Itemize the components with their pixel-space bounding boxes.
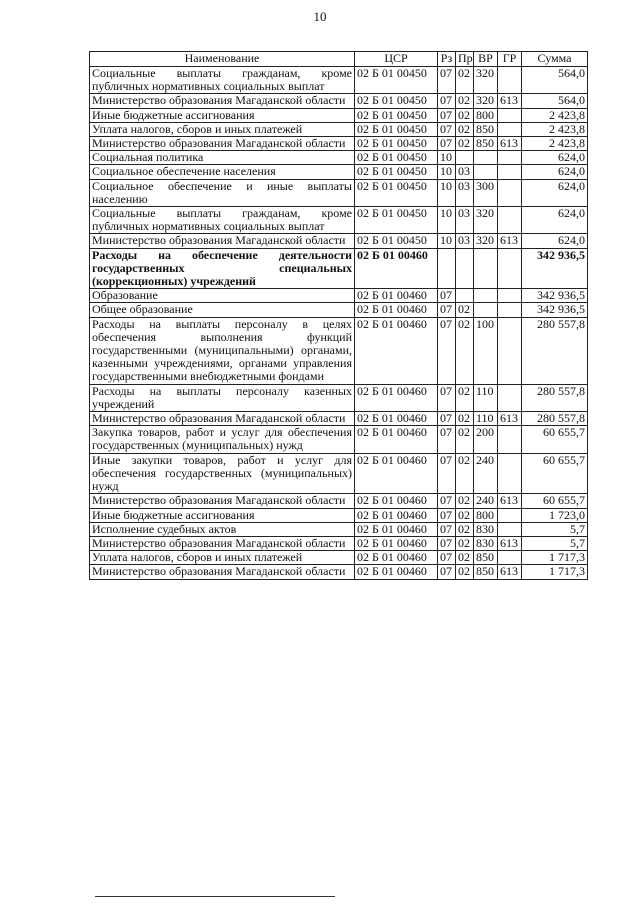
cell-rz: 07 (438, 412, 456, 426)
cell-vr: 800 (474, 508, 498, 522)
cell-gr (498, 289, 522, 303)
cell-vr (474, 165, 498, 179)
cell-csr: 02 Б 01 00460 (355, 289, 438, 303)
cell-pr: 02 (456, 108, 474, 122)
cell-vr: 100 (474, 317, 498, 384)
cell-sum: 1 723,0 (522, 508, 588, 522)
cell-sum: 564,0 (522, 94, 588, 108)
cell-sum: 280 557,8 (522, 384, 588, 411)
table-row (90, 122, 588, 136)
cell-name: Министерство образования Магаданской области (90, 536, 355, 550)
cell-gr: 613 (498, 137, 522, 151)
cell-csr: 02 Б 01 00450 (355, 122, 438, 136)
cell-pr: 02 (456, 412, 474, 426)
cell-rz: 07 (438, 565, 456, 579)
cell-rz: 07 (438, 137, 456, 151)
table-row (90, 151, 588, 165)
cell-name: Закупка товаров, работ и услуг для обеспечения государственных (муниципальных) нужд (90, 426, 355, 453)
cell-sum: 1 717,3 (522, 565, 588, 579)
cell-sum: 280 557,8 (522, 412, 588, 426)
cell-pr: 02 (456, 494, 474, 508)
cell-pr: 03 (456, 165, 474, 179)
cell-vr: 830 (474, 536, 498, 550)
cell-rz: 10 (438, 207, 456, 234)
table-row (90, 536, 588, 550)
cell-name: Общее образование (90, 303, 355, 317)
cell-vr: 800 (474, 108, 498, 122)
cell-sum: 564,0 (522, 67, 588, 94)
cell-vr: 300 (474, 179, 498, 206)
cell-gr (498, 453, 522, 494)
cell-name: Министерство образования Магаданской области (90, 137, 355, 151)
cell-csr: 02 Б 01 00450 (355, 108, 438, 122)
cell-csr: 02 Б 01 00460 (355, 565, 438, 579)
cell-sum: 624,0 (522, 234, 588, 248)
header-pr: Пр (456, 52, 474, 67)
cell-rz: 07 (438, 494, 456, 508)
cell-csr: 02 Б 01 00460 (355, 303, 438, 317)
cell-sum: 2 423,8 (522, 137, 588, 151)
cell-pr: 02 (456, 426, 474, 453)
cell-pr: 02 (456, 565, 474, 579)
cell-rz: 07 (438, 289, 456, 303)
cell-gr (498, 179, 522, 206)
cell-rz: 07 (438, 536, 456, 550)
cell-rz: 07 (438, 67, 456, 94)
cell-gr: 613 (498, 234, 522, 248)
header-gr: ГР (498, 52, 522, 67)
cell-pr: 02 (456, 94, 474, 108)
cell-rz: 07 (438, 426, 456, 453)
table-row (90, 179, 588, 206)
cell-sum: 342 936,5 (522, 248, 588, 289)
cell-vr (474, 303, 498, 317)
cell-gr: 613 (498, 94, 522, 108)
table-row (90, 551, 588, 565)
table-row (90, 67, 588, 94)
cell-sum: 60 655,7 (522, 453, 588, 494)
table-row (90, 289, 588, 303)
cell-name: Иные бюджетные ассигнования (90, 108, 355, 122)
footer-divider (95, 896, 335, 897)
cell-sum: 624,0 (522, 165, 588, 179)
cell-sum: 2 423,8 (522, 108, 588, 122)
cell-csr: 02 Б 01 00460 (355, 426, 438, 453)
cell-gr (498, 122, 522, 136)
cell-rz: 07 (438, 122, 456, 136)
cell-csr: 02 Б 01 00460 (355, 551, 438, 565)
cell-pr (456, 151, 474, 165)
cell-vr (474, 248, 498, 289)
cell-gr (498, 165, 522, 179)
table-row (90, 317, 588, 384)
header-sum: Сумма (522, 52, 588, 67)
cell-gr (498, 67, 522, 94)
table-row (90, 522, 588, 536)
cell-gr (498, 522, 522, 536)
cell-name: Социальное обеспечение и иные выплаты населению (90, 179, 355, 206)
cell-gr (498, 151, 522, 165)
cell-csr: 02 Б 01 00450 (355, 151, 438, 165)
cell-gr: 613 (498, 565, 522, 579)
cell-name: Расходы на выплаты персоналу в целях обеспечения выполнения функций государственными (муниципальными) органами, казенными учреждениями, органами управления государственными внебюджетными фондами (90, 317, 355, 384)
cell-gr (498, 108, 522, 122)
cell-csr: 02 Б 01 00450 (355, 207, 438, 234)
cell-name: Образование (90, 289, 355, 303)
budget-table (89, 51, 588, 580)
cell-sum: 342 936,5 (522, 303, 588, 317)
cell-rz: 07 (438, 108, 456, 122)
cell-pr: 03 (456, 234, 474, 248)
cell-rz (438, 248, 456, 289)
table-row (90, 165, 588, 179)
table-row (90, 234, 588, 248)
header-vr: ВР (474, 52, 498, 67)
cell-pr: 03 (456, 207, 474, 234)
page-number: 10 (313, 9, 327, 24)
cell-sum: 2 423,8 (522, 122, 588, 136)
cell-sum: 60 655,7 (522, 494, 588, 508)
cell-name: Расходы на обеспечение деятельности государственных специальных (коррекционных) учреждений (90, 248, 355, 289)
table-row (90, 248, 588, 289)
table-row (90, 207, 588, 234)
cell-vr (474, 151, 498, 165)
cell-sum: 60 655,7 (522, 426, 588, 453)
cell-pr: 02 (456, 522, 474, 536)
cell-name: Исполнение судебных актов (90, 522, 355, 536)
cell-gr (498, 303, 522, 317)
cell-pr: 02 (456, 317, 474, 384)
cell-csr: 02 Б 01 00460 (355, 522, 438, 536)
cell-sum: 342 936,5 (522, 289, 588, 303)
cell-rz: 07 (438, 453, 456, 494)
table-row (90, 137, 588, 151)
cell-csr: 02 Б 01 00450 (355, 94, 438, 108)
table-row (90, 426, 588, 453)
cell-rz: 07 (438, 94, 456, 108)
cell-pr (456, 289, 474, 303)
cell-rz: 10 (438, 234, 456, 248)
cell-name: Иные бюджетные ассигнования (90, 508, 355, 522)
cell-sum: 5,7 (522, 522, 588, 536)
header-csr: ЦСР (355, 52, 438, 67)
cell-gr (498, 207, 522, 234)
cell-vr: 850 (474, 137, 498, 151)
table-row (90, 453, 588, 494)
cell-sum: 5,7 (522, 536, 588, 550)
cell-csr: 02 Б 01 00460 (355, 536, 438, 550)
header-name: Наименование (90, 52, 355, 67)
cell-gr (498, 508, 522, 522)
cell-csr: 02 Б 01 00450 (355, 179, 438, 206)
cell-gr: 613 (498, 412, 522, 426)
cell-vr: 320 (474, 94, 498, 108)
cell-csr: 02 Б 01 00460 (355, 384, 438, 411)
cell-sum: 1 717,3 (522, 551, 588, 565)
cell-vr: 320 (474, 207, 498, 234)
cell-rz: 10 (438, 151, 456, 165)
cell-pr: 02 (456, 536, 474, 550)
cell-rz: 07 (438, 508, 456, 522)
cell-vr: 200 (474, 426, 498, 453)
cell-rz: 07 (438, 303, 456, 317)
cell-gr: 613 (498, 536, 522, 550)
cell-gr (498, 317, 522, 384)
cell-gr (498, 426, 522, 453)
cell-pr: 02 (456, 67, 474, 94)
table-row (90, 508, 588, 522)
table-header-row (90, 52, 588, 67)
cell-vr: 320 (474, 234, 498, 248)
table-row (90, 412, 588, 426)
cell-sum: 624,0 (522, 179, 588, 206)
cell-name: Социальные выплаты гражданам, кроме публичных нормативных социальных выплат (90, 67, 355, 94)
cell-name: Министерство образования Магаданской области (90, 94, 355, 108)
cell-sum: 624,0 (522, 151, 588, 165)
cell-rz: 07 (438, 522, 456, 536)
cell-csr: 02 Б 01 00450 (355, 67, 438, 94)
cell-pr: 02 (456, 551, 474, 565)
cell-rz: 10 (438, 165, 456, 179)
cell-csr: 02 Б 01 00460 (355, 248, 438, 289)
table-row (90, 494, 588, 508)
table-row (90, 384, 588, 411)
cell-csr: 02 Б 01 00460 (355, 317, 438, 384)
cell-vr: 320 (474, 67, 498, 94)
cell-csr: 02 Б 01 00450 (355, 137, 438, 151)
cell-vr: 850 (474, 551, 498, 565)
cell-sum: 624,0 (522, 207, 588, 234)
cell-rz: 07 (438, 317, 456, 384)
cell-name: Министерство образования Магаданской области (90, 412, 355, 426)
cell-csr: 02 Б 01 00460 (355, 508, 438, 522)
cell-pr: 02 (456, 508, 474, 522)
cell-vr: 110 (474, 384, 498, 411)
cell-pr: 02 (456, 122, 474, 136)
cell-csr: 02 Б 01 00460 (355, 412, 438, 426)
cell-name: Социальная политика (90, 151, 355, 165)
cell-name: Уплата налогов, сборов и иных платежей (90, 551, 355, 565)
cell-sum: 280 557,8 (522, 317, 588, 384)
cell-name: Министерство образования Магаданской области (90, 494, 355, 508)
cell-csr: 02 Б 01 00450 (355, 165, 438, 179)
cell-csr: 02 Б 01 00450 (355, 234, 438, 248)
cell-vr: 830 (474, 522, 498, 536)
cell-csr: 02 Б 01 00460 (355, 494, 438, 508)
cell-vr (474, 289, 498, 303)
table-row (90, 94, 588, 108)
cell-name: Министерство образования Магаданской области (90, 234, 355, 248)
cell-pr: 03 (456, 179, 474, 206)
cell-vr: 850 (474, 565, 498, 579)
cell-pr: 02 (456, 303, 474, 317)
table-row (90, 565, 588, 579)
cell-csr: 02 Б 01 00460 (355, 453, 438, 494)
cell-pr (456, 248, 474, 289)
cell-rz: 07 (438, 551, 456, 565)
cell-vr: 850 (474, 122, 498, 136)
cell-gr (498, 551, 522, 565)
table-body (90, 67, 588, 580)
cell-vr: 110 (474, 412, 498, 426)
cell-vr: 240 (474, 494, 498, 508)
cell-rz: 07 (438, 384, 456, 411)
cell-name: Уплата налогов, сборов и иных платежей (90, 122, 355, 136)
header-rz: Рз (438, 52, 456, 67)
table-row (90, 108, 588, 122)
cell-name: Расходы на выплаты персоналу казенных учреждений (90, 384, 355, 411)
cell-rz: 10 (438, 179, 456, 206)
cell-vr: 240 (474, 453, 498, 494)
cell-pr: 02 (456, 384, 474, 411)
cell-pr: 02 (456, 453, 474, 494)
cell-name: Иные закупки товаров, работ и услуг для обеспечения государственных (муниципальных) нужд (90, 453, 355, 494)
cell-name: Социальное обеспечение населения (90, 165, 355, 179)
cell-pr: 02 (456, 137, 474, 151)
cell-name: Министерство образования Магаданской области (90, 565, 355, 579)
table-row (90, 303, 588, 317)
cell-gr (498, 248, 522, 289)
cell-name: Социальные выплаты гражданам, кроме публичных нормативных социальных выплат (90, 207, 355, 234)
cell-gr: 613 (498, 494, 522, 508)
cell-gr (498, 384, 522, 411)
